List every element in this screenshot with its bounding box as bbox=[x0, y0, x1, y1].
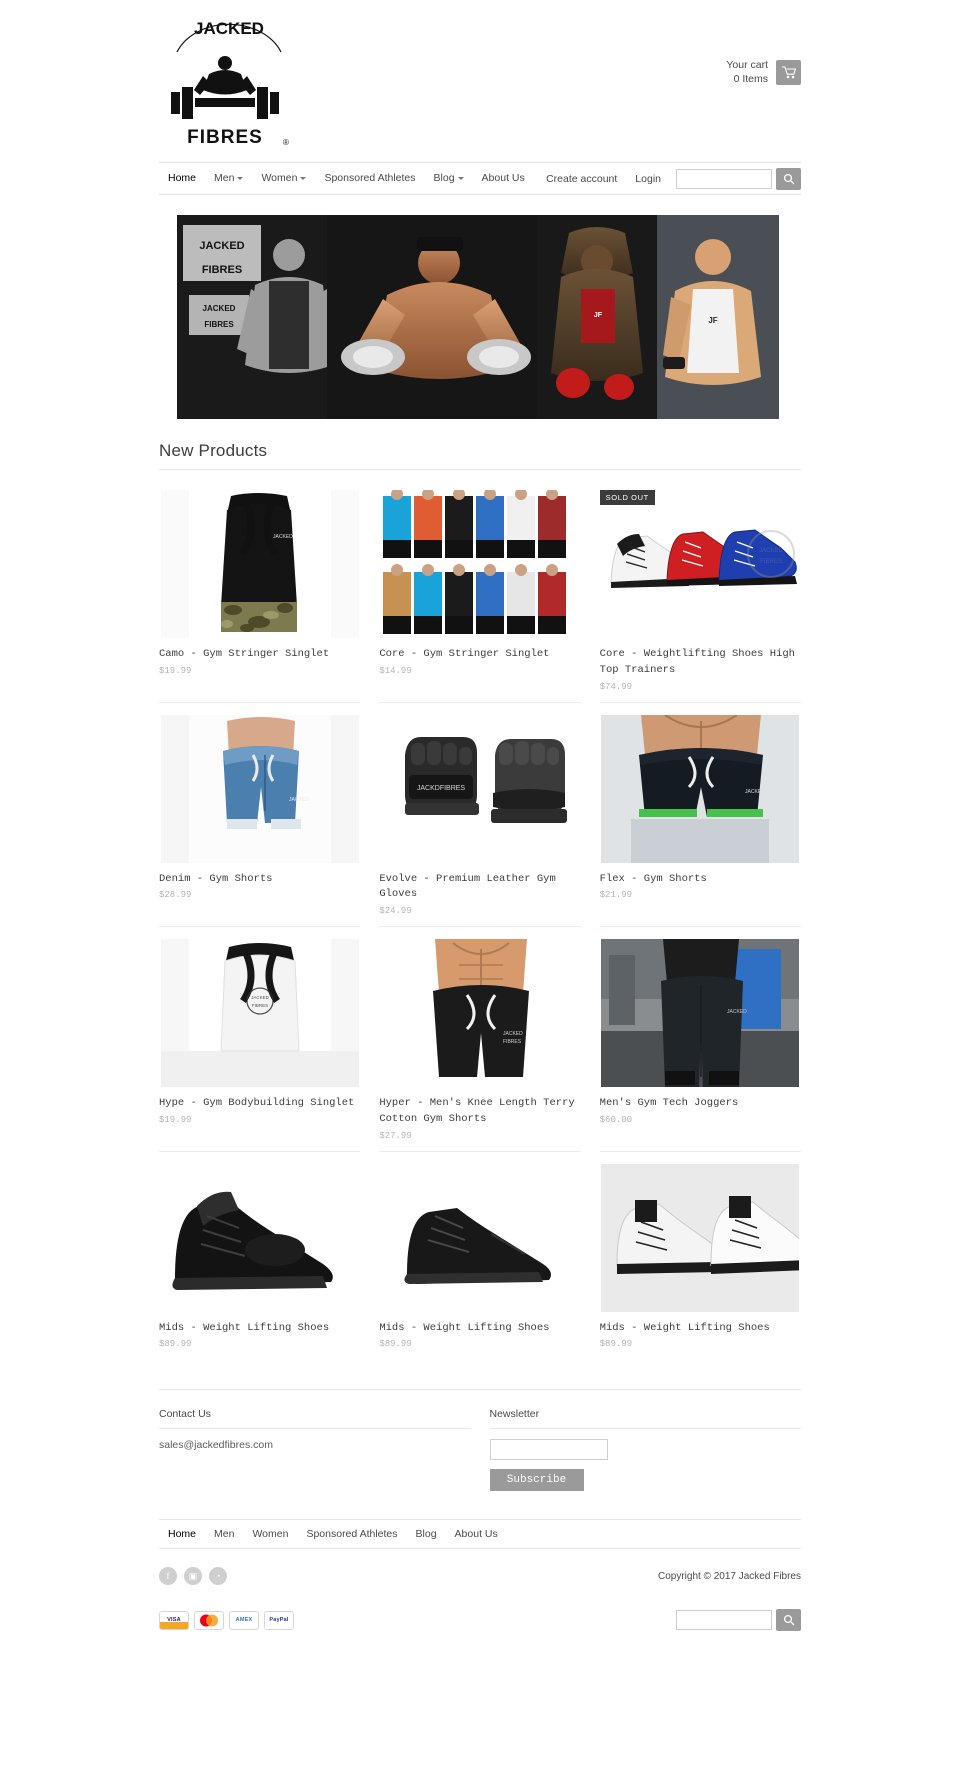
product-card[interactable] bbox=[379, 703, 580, 928]
footer-link-home[interactable]: Home bbox=[168, 1528, 197, 1541]
product-image[interactable] bbox=[159, 715, 360, 863]
product-image[interactable] bbox=[379, 715, 580, 863]
product-title: Men's Gym Tech Joggers bbox=[599, 1097, 739, 1109]
nav-label-blog: Blog bbox=[433, 172, 455, 184]
footer-search-input[interactable] bbox=[676, 1610, 772, 1630]
chevron-down-icon bbox=[458, 177, 464, 180]
product-card[interactable] bbox=[379, 927, 580, 1152]
product-price: $14.99 bbox=[379, 665, 412, 676]
page-container bbox=[159, 0, 801, 1645]
footer-search-form bbox=[676, 1609, 801, 1631]
subscribe-button[interactable]: Subscribe bbox=[490, 1469, 584, 1491]
product-title: Mids - Weight Lifting Shoes bbox=[379, 1321, 550, 1334]
product-price: $89.99 bbox=[379, 1339, 412, 1350]
paypal-card-icon: PayPal bbox=[264, 1611, 294, 1630]
nav-list bbox=[159, 163, 534, 194]
footer-link-about-us[interactable]: About Us bbox=[454, 1528, 498, 1541]
product-image[interactable] bbox=[600, 490, 801, 638]
search-input[interactable] bbox=[676, 169, 772, 189]
payment-row bbox=[159, 1609, 801, 1645]
footer-top bbox=[159, 1389, 801, 1491]
footer-search-button[interactable] bbox=[776, 1609, 801, 1631]
product-title: Hyper - Men's Knee Length Terry Cotton Gym Shorts bbox=[379, 1097, 575, 1125]
svg-text:FIBRES: FIBRES bbox=[502, 1039, 522, 1045]
create-account-link[interactable]: Create account bbox=[546, 172, 618, 185]
nav-item-sponsored-athletes[interactable] bbox=[315, 163, 424, 194]
cart-summary[interactable] bbox=[726, 58, 801, 86]
product-card[interactable] bbox=[379, 478, 580, 703]
product-card[interactable] bbox=[600, 703, 801, 928]
product-image[interactable] bbox=[159, 1164, 360, 1312]
footer-navigation bbox=[159, 1519, 801, 1549]
cart-text bbox=[726, 58, 768, 86]
svg-text:JACKED: JACKED bbox=[727, 1009, 748, 1015]
product-price: $28.99 bbox=[159, 890, 192, 901]
contact-email[interactable]: sales@jackedfibres.com bbox=[159, 1439, 273, 1452]
svg-text:JACKED: JACKED bbox=[194, 19, 264, 38]
login-link[interactable]: Login bbox=[635, 172, 661, 185]
nav-item-home[interactable] bbox=[159, 163, 205, 194]
svg-text:JF: JF bbox=[593, 312, 603, 319]
product-price: $89.99 bbox=[599, 1339, 633, 1350]
product-grid bbox=[159, 478, 801, 1359]
product-title: Core - Gym Stringer Singlet bbox=[379, 648, 550, 660]
nav-link-blog[interactable] bbox=[425, 163, 473, 194]
instagram-icon[interactable]: ▣ bbox=[184, 1567, 202, 1585]
hero-banner[interactable] bbox=[177, 215, 779, 419]
title-divider bbox=[159, 469, 801, 470]
svg-text:JACKDFIBRES: JACKDFIBRES bbox=[416, 784, 466, 792]
product-title: Core - Weightlifting Shoes High Top Trainers bbox=[599, 648, 795, 676]
svg-text:FIBRES: FIBRES bbox=[187, 127, 263, 148]
cart-count: 0 Items bbox=[733, 73, 768, 86]
social-links bbox=[159, 1567, 227, 1585]
svg-text:JACKED: JACKED bbox=[250, 995, 269, 1000]
chevron-down-icon bbox=[237, 177, 243, 180]
product-image[interactable] bbox=[600, 715, 801, 863]
product-card[interactable] bbox=[600, 927, 801, 1152]
product-card[interactable] bbox=[600, 1152, 801, 1360]
svg-text:®: ® bbox=[283, 138, 289, 147]
header-search-form bbox=[676, 168, 801, 190]
nav-item-blog[interactable] bbox=[425, 163, 473, 194]
search-button[interactable] bbox=[776, 168, 801, 190]
product-image[interactable] bbox=[159, 490, 360, 638]
product-price: $24.99 bbox=[379, 906, 412, 916]
product-price: $27.99 bbox=[379, 1130, 412, 1141]
product-card[interactable] bbox=[159, 927, 360, 1152]
contact-heading: Contact Us bbox=[159, 1408, 471, 1429]
svg-text:JACKED: JACKED bbox=[288, 796, 309, 803]
svg-text:FIBRES: FIBRES bbox=[201, 264, 243, 276]
svg-text:FIBRES: FIBRES bbox=[204, 320, 234, 329]
contact-column bbox=[159, 1408, 471, 1491]
product-price: $74.99 bbox=[599, 681, 633, 692]
visa-card-icon: VISA bbox=[159, 1611, 189, 1630]
product-image[interactable] bbox=[379, 490, 580, 638]
nav-item-about-us[interactable] bbox=[473, 163, 534, 194]
newsletter-heading: Newsletter bbox=[490, 1408, 802, 1429]
product-title: Camo - Gym Stringer Singlet bbox=[159, 648, 330, 660]
newsletter-column bbox=[490, 1408, 802, 1491]
payment-icons bbox=[159, 1611, 294, 1630]
main-navigation bbox=[159, 162, 801, 195]
footer-link-sponsored-athletes[interactable]: Sponsored Athletes bbox=[306, 1528, 398, 1541]
nav-link-about-us[interactable]: About Us bbox=[481, 172, 525, 184]
nav-right bbox=[537, 163, 801, 194]
svg-text:FIBRES: FIBRES bbox=[760, 559, 783, 565]
footer-link-blog[interactable]: Blog bbox=[415, 1528, 437, 1541]
status-badge: SOLD OUT bbox=[600, 490, 655, 505]
site-header bbox=[159, 0, 801, 162]
chevron-down-icon bbox=[300, 177, 306, 180]
nav-item-women[interactable] bbox=[252, 163, 315, 194]
product-title: Denim - Gym Shorts bbox=[159, 872, 273, 885]
rss-icon[interactable]: ◔ bbox=[209, 1567, 227, 1585]
site-logo[interactable] bbox=[159, 8, 299, 153]
nav-link-sponsored-athletes[interactable]: Sponsored Athletes bbox=[324, 172, 416, 184]
footer-link-men[interactable]: Men bbox=[214, 1528, 235, 1541]
product-image[interactable] bbox=[600, 1164, 801, 1312]
product-card[interactable] bbox=[600, 478, 801, 703]
product-card[interactable] bbox=[159, 478, 360, 703]
product-title: Mids - Weight Lifting Shoes bbox=[159, 1321, 330, 1334]
nav-link-women[interactable] bbox=[252, 163, 315, 194]
product-title: Flex - Gym Shorts bbox=[599, 872, 707, 885]
svg-text:JACKED: JACKED bbox=[745, 788, 766, 795]
product-image[interactable] bbox=[600, 939, 801, 1087]
nav-label-women: Women bbox=[261, 172, 298, 184]
facebook-icon[interactable]: f bbox=[159, 1567, 177, 1585]
svg-text:JF: JF bbox=[708, 316, 718, 325]
product-price: $21.99 bbox=[599, 890, 633, 901]
cart-icon[interactable] bbox=[776, 60, 801, 85]
nav-link-home[interactable]: Home bbox=[168, 172, 197, 184]
svg-text:FIBRES: FIBRES bbox=[251, 1003, 268, 1008]
svg-text:JACKED: JACKED bbox=[199, 240, 245, 252]
mastercard-card-icon bbox=[194, 1611, 224, 1630]
cart-label: Your cart bbox=[726, 59, 768, 71]
product-price: $19.99 bbox=[159, 665, 192, 676]
product-title: Evolve - Premium Leather Gym Gloves bbox=[379, 872, 556, 901]
svg-text:JACKED: JACKED bbox=[202, 304, 236, 313]
svg-text:JACKED: JACKED bbox=[272, 534, 293, 540]
product-image[interactable] bbox=[159, 939, 360, 1087]
product-title: Hype - Gym Bodybuilding Singlet bbox=[159, 1097, 355, 1109]
product-image[interactable] bbox=[379, 939, 580, 1087]
page-title: New Products bbox=[159, 441, 268, 460]
nav-label-men: Men bbox=[214, 172, 235, 184]
nav-link-men[interactable] bbox=[205, 163, 252, 194]
product-price: $19.99 bbox=[159, 1114, 192, 1125]
product-card[interactable] bbox=[159, 703, 360, 928]
product-price: $89.99 bbox=[159, 1339, 192, 1350]
product-price: $60.00 bbox=[599, 1114, 633, 1125]
svg-text:JACKED: JACKED bbox=[759, 548, 784, 554]
nav-item-men[interactable] bbox=[205, 163, 252, 194]
product-title: Mids - Weight Lifting Shoes bbox=[599, 1321, 770, 1334]
newsletter-email-field[interactable] bbox=[490, 1439, 608, 1460]
product-image[interactable] bbox=[379, 1164, 580, 1312]
amex-card-icon: AMEX bbox=[229, 1611, 259, 1630]
footer-bottom bbox=[159, 1567, 801, 1585]
svg-text:JACKED: JACKED bbox=[502, 1031, 523, 1037]
product-card[interactable] bbox=[379, 1152, 580, 1360]
product-card[interactable] bbox=[159, 1152, 360, 1360]
footer-link-women[interactable]: Women bbox=[252, 1528, 289, 1541]
copyright-text: Copyright © 2017 Jacked Fibres bbox=[658, 1570, 801, 1582]
